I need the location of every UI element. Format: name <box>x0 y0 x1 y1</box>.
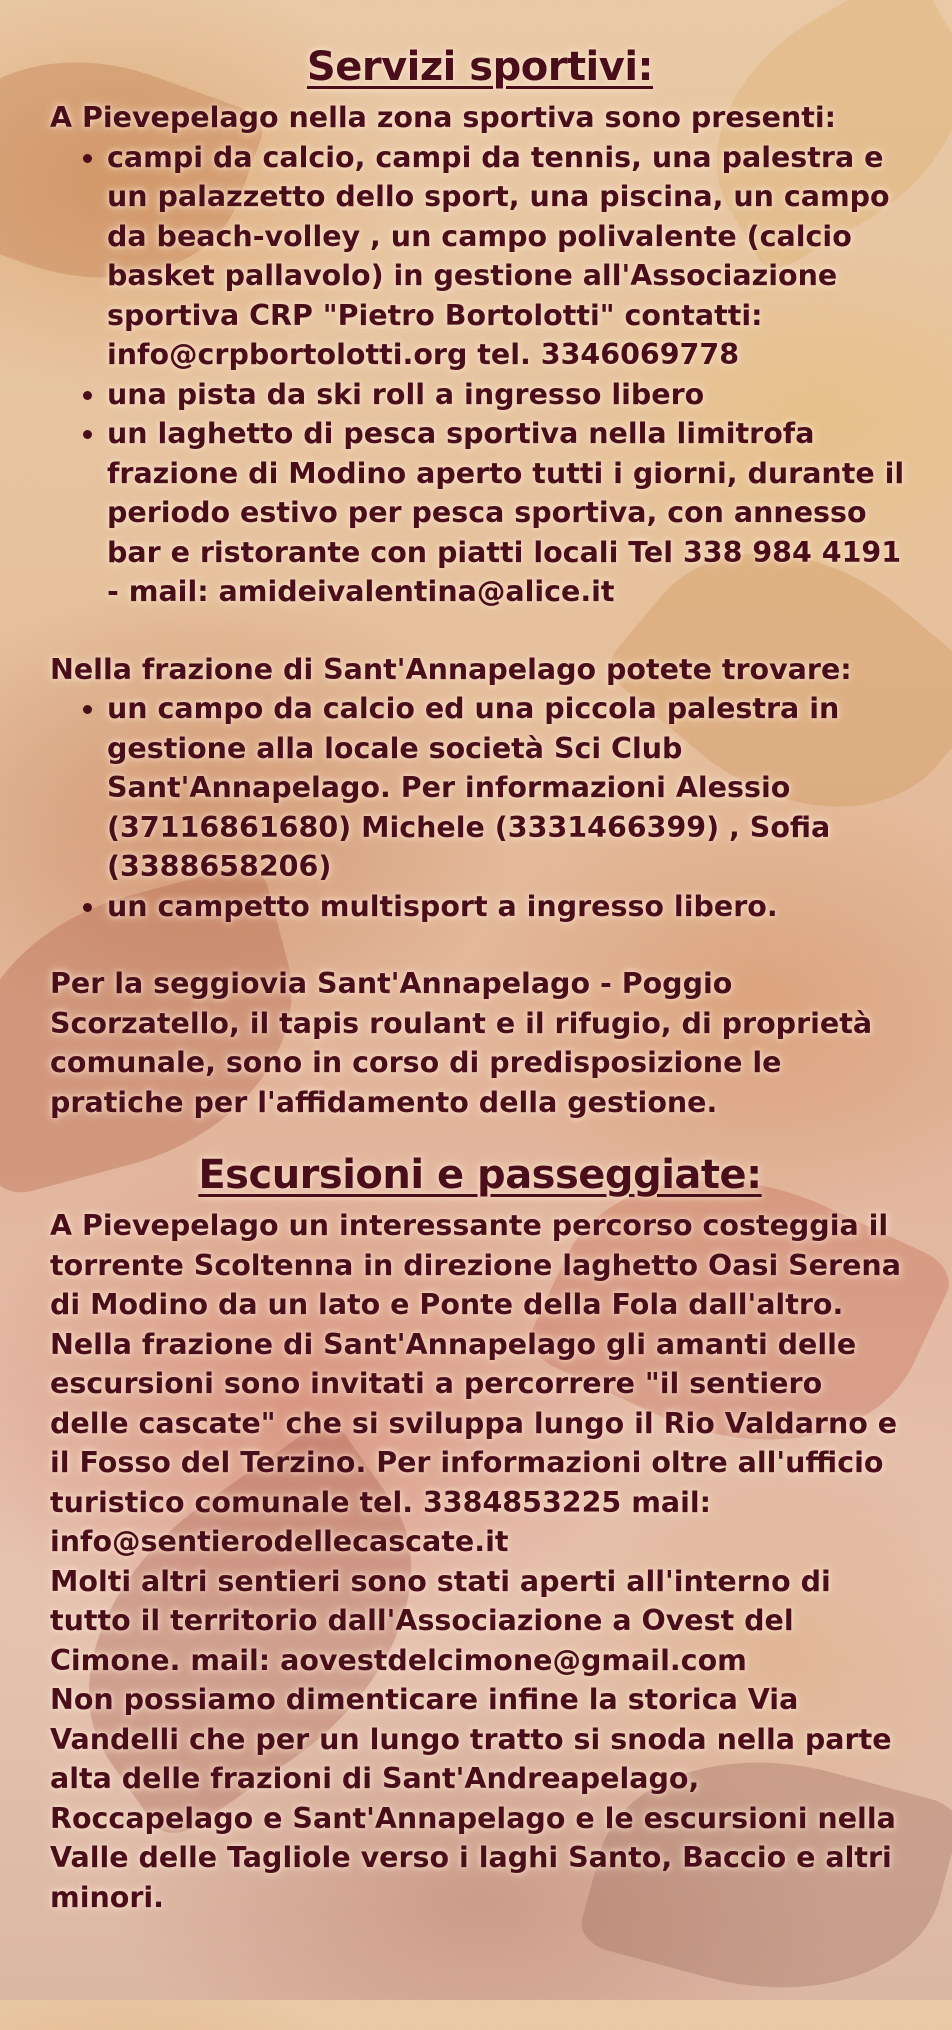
document-content <box>50 44 910 1917</box>
list-pievepelago-facilities <box>50 138 910 612</box>
list-item: • una pista da ski roll a ingresso libero <box>107 375 910 415</box>
paragraph-altri-sentieri: Molti altri sentieri sono stati aperti all'interno di tutto il territorio dall'Associazione a Ovest del Cimone. mail: aovestdelcimone@gmail.com <box>50 1564 831 1677</box>
list-item: • un campo da calcio ed una piccola palestra in gestione alla locale società Sci Club Sant'Annapelago. Per informazioni Alessio (37116861680) Michele (3331466399) , Sofia (3388658206) <box>107 689 910 887</box>
intro-pievepelago: A Pievepelago nella zona sportiva sono presenti: <box>50 101 837 134</box>
paragraph-sentiero-cascate: Nella frazione di Sant'Annapelago gli amanti delle escursioni sono invitati a percorrere "il sentiero delle cascate" che si sviluppa lungo il Rio Valdarno e il Fosso del Terzino. Per informazioni oltre all'ufficio turistico comunale tel. 3384853225 mail: info@sentierodellecascate.it <box>50 1327 898 1558</box>
list-item: • un campetto multisport a ingresso libero. <box>107 887 910 927</box>
list-item: • un laghetto di pesca sportiva nella limitrofa frazione di Modino aperto tutti i giorni, durante il periodo estivo per pesca sportiva, con annesso bar e ristorante con piatti locali Tel 338 984 4191 - mail: amideivalentina@alice.it <box>107 414 910 612</box>
paragraph-pievepelago-percorso: A Pievepelago un interessante percorso costeggia il torrente Scoltenna in direzione laghetto Oasi Serena di Modino da un lato e Ponte della Fola dall'altro. <box>50 1209 901 1321</box>
paragraph-seggiovia: Per la seggiovia Sant'Annapelago - Poggio Scorzatello, il tapis roulant e il rifugio, di proprietà comunale, sono in corso di predisposizione le pratiche per l'affidamento della gestione. <box>50 967 873 1119</box>
paragraph-via-vandelli: Non possiamo dimenticare infine la storica Via Vandelli che per un lungo tratto si snoda nella parte alta delle frazioni di Sant'Andreapelago, Roccapelago e Sant'Annapelago e le escursioni nella Valle delle Tagliole verso i laghi Santo, Baccio e altri minori. <box>50 1683 896 1914</box>
list-item: • campi da calcio, campi da tennis, una palestra e un palazzetto dello sport, una piscina, un campo da beach-volley , un campo polivalente (calcio basket pallavolo) in gestione all'Associazione sportiva CRP "Pietro Bortolotti" contatti: info@crpbortolotti.org tel. 3346069778 <box>107 138 910 375</box>
list-santannapelago-facilities <box>50 689 910 926</box>
section-title-servizi-sportivi: Servizi sportivi: <box>306 44 654 90</box>
intro-santannapelago: Nella frazione di Sant'Annapelago potete trovare: <box>50 652 852 686</box>
section-title-escursioni: Escursioni e passeggiate: <box>198 1152 762 1198</box>
